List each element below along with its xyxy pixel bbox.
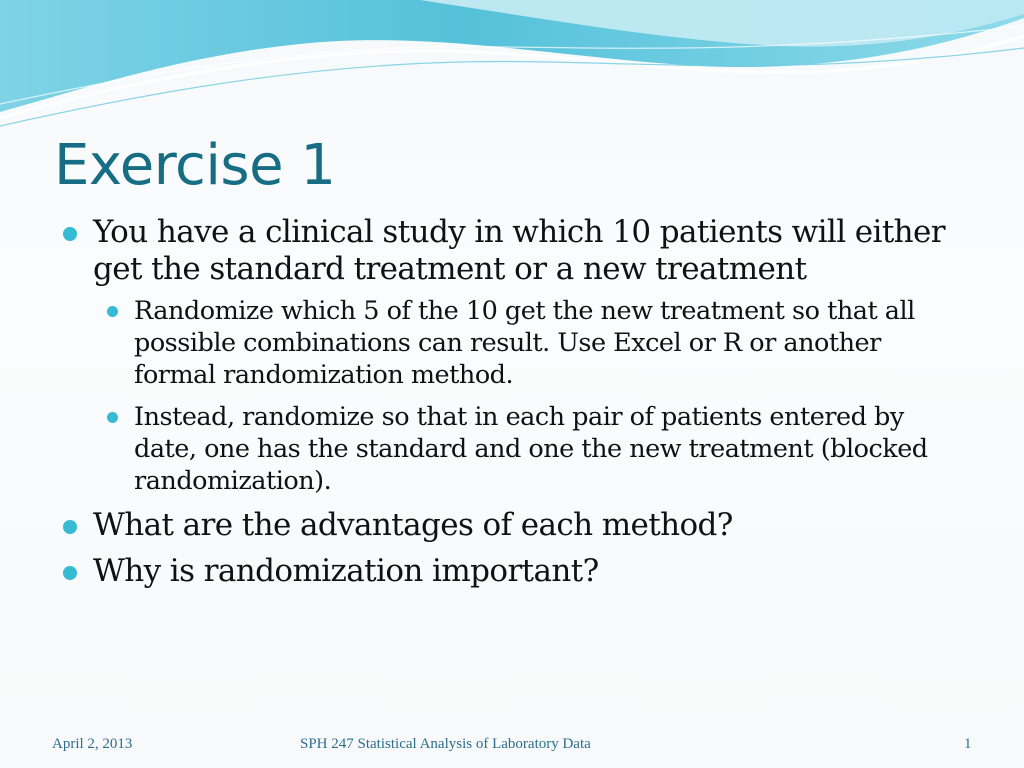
sub-bullet-text: Randomize which 5 of the 10 get the new treatment so that all possible combinations can result. Use Excel or R or another formal randomization method. [134,296,915,390]
bullet-text: Why is randomization important? [93,553,599,589]
round-bullet-icon [63,520,77,534]
wave-decoration [0,0,1024,130]
round-bullet-icon [63,227,77,241]
footer-date: April 2, 2013 [52,736,133,752]
round-bullet-icon [107,412,118,423]
round-bullet-icon [107,306,118,317]
bullet-text: What are the advantages of each method? [93,507,733,543]
sub-bullet-item [60,295,960,391]
sub-bullet-text: Instead, randomize so that in each pair of patients entered by date, one has the standard and one the new treatment (blocked randomization). [134,402,928,496]
bullet-item [60,214,960,288]
footer-course: SPH 247 Statistical Analysis of Laboratory Data [300,736,591,752]
slide-title: Exercise 1 [54,133,336,198]
round-bullet-icon [63,566,77,580]
bullet-text: You have a clinical study in which 10 patients will either get the standard treatment or a new treatment [93,214,946,287]
bullet-item [60,553,960,590]
sub-bullet-item [60,401,960,497]
footer-page-number: 1 [964,736,972,752]
bullet-item [60,507,960,544]
slide-content [60,214,960,590]
